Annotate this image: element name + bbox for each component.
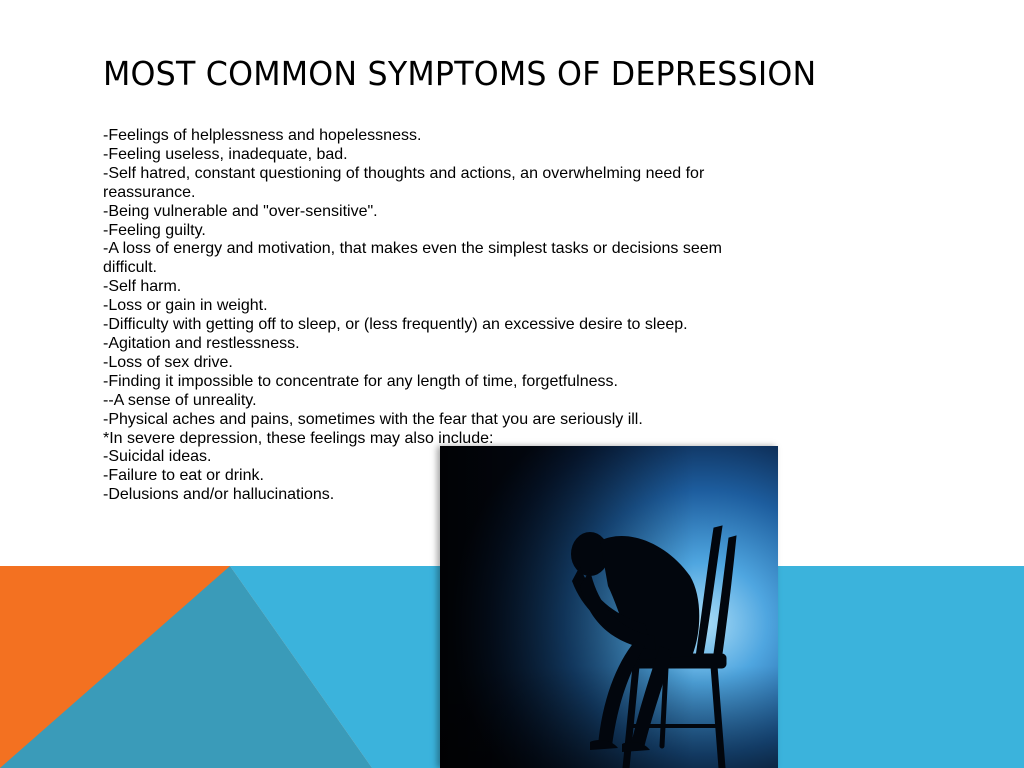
symptom-line: -Failure to eat or drink. (103, 467, 264, 485)
person-sitting-on-chair-silhouette-icon (440, 446, 778, 768)
symptom-line: -Suicidal ideas. (103, 448, 212, 466)
symptom-line: -Physical aches and pains, sometimes with the fear that you are seriously ill. (103, 410, 643, 428)
symptom-line: -Feeling useless, inadequate, bad. (103, 145, 348, 163)
symptom-line: -Self harm. (103, 278, 182, 296)
symptom-line: -Loss of sex drive. (103, 353, 233, 371)
symptom-line: reassurance. (103, 183, 196, 201)
slide-title: MOST COMMON SYMPTOMS OF DEPRESSION (103, 54, 817, 93)
symptom-line: difficult. (103, 259, 157, 277)
symptom-line: -Loss or gain in weight. (103, 297, 268, 315)
symptom-line: -Being vulnerable and "over-sensitive". (103, 202, 378, 220)
symptom-line: *In severe depression, these feelings may also include: (103, 429, 494, 447)
symptom-line: -Difficulty with getting off to sleep, or (less frequently) an excessive desire to sleep. (103, 316, 688, 334)
symptom-line: -Self hatred, constant questioning of thoughts and actions, an overwhelming need for (103, 164, 705, 182)
symptom-line: -Agitation and restlessness. (103, 334, 300, 352)
symptom-line: --A sense of unreality. (103, 391, 257, 409)
symptom-line: -A loss of energy and motivation, that makes even the simplest tasks or decisions seem (103, 240, 722, 258)
symptom-line: -Finding it impossible to concentrate for any length of time, forgetfulness. (103, 372, 618, 390)
symptom-line: -Feelings of helplessness and hopelessness. (103, 127, 422, 144)
depressed-person-photo (440, 446, 778, 768)
symptom-line: -Delusions and/or hallucinations. (103, 486, 335, 504)
symptom-line: -Feeling guilty. (103, 221, 206, 239)
